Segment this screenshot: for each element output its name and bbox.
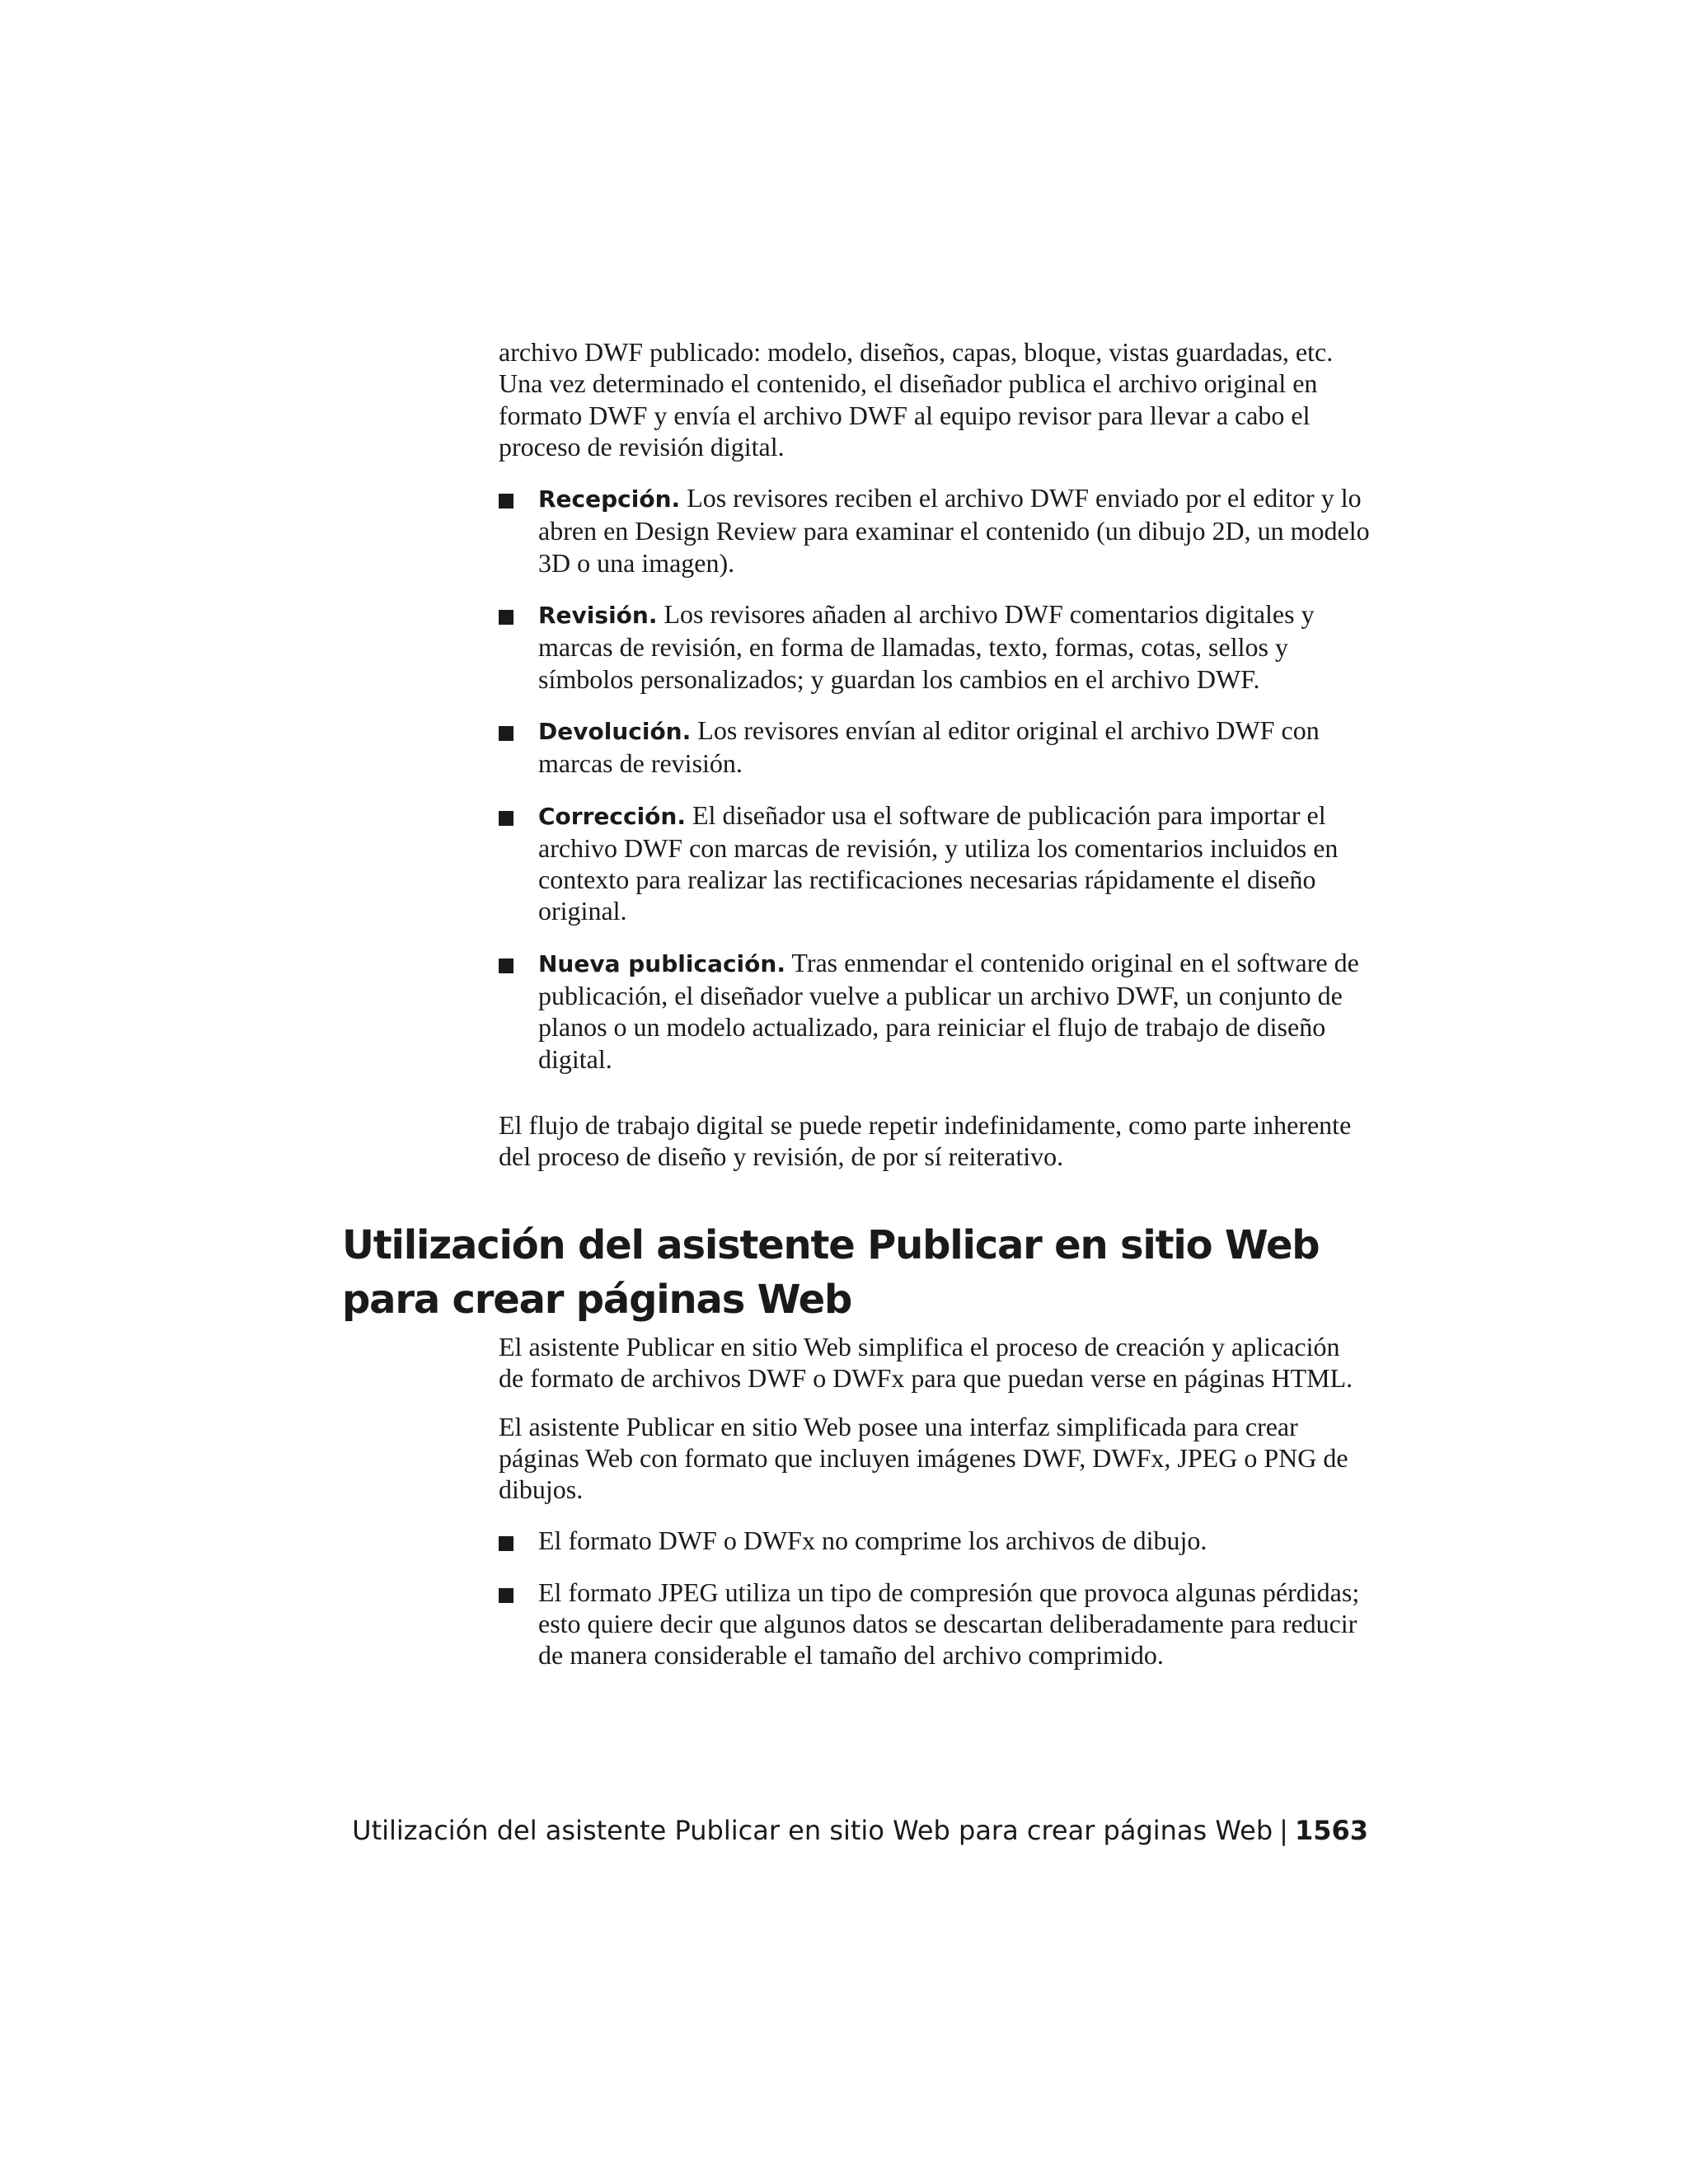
intro-block <box>499 336 1371 1173</box>
format-item-text: El formato JPEG utiliza un tipo de compresión que provoca algunas pérdidas; esto quiere decir que algunos datos se descartan deliberadamente para reducir de manera considerable el tamaño del archivo comprimido. <box>538 1577 1360 1671</box>
section-paragraph-1: El asistente Publicar en sitio Web simplifica el proceso de creación y aplicación de formato de archivos DWF o DWFx para que puedan verse en páginas HTML. <box>499 1332 1353 1394</box>
bullet-square-icon <box>499 610 513 625</box>
bullet-square-icon <box>499 494 513 509</box>
list-item <box>499 598 1371 695</box>
step-term: Revisión. <box>538 602 658 630</box>
bullet-square-icon <box>499 726 513 741</box>
bullet-square-icon <box>499 1588 513 1603</box>
format-list <box>499 1525 1371 1671</box>
list-item <box>499 482 1371 579</box>
page-footer <box>352 1815 1368 1846</box>
footer-separator: | <box>1279 1815 1288 1846</box>
list-item <box>499 715 1371 780</box>
list-item <box>499 947 1371 1075</box>
step-term: Recepción. <box>538 485 681 513</box>
step-text: Los revisores añaden al archivo DWF comentarios digitales y marcas de revisión, en forma de llamadas, texto, formas, cotas, sellos y símbolos personalizados; y guardan los cambios en el archivo DWF. <box>538 599 1315 694</box>
format-item-text: El formato DWF o DWFx no comprime los archivos de dibujo. <box>538 1526 1207 1556</box>
section-heading: Utilización del asistente Publicar en sitio Web para crear páginas Web <box>342 1222 1320 1323</box>
page-number: 1563 <box>1294 1815 1368 1846</box>
bullet-square-icon <box>499 1536 513 1551</box>
closing-paragraph: El flujo de trabajo digital se puede repetir indefinidamente, como parte inherente del proceso de diseño y revisión, de por sí reiterativo. <box>499 1109 1352 1172</box>
step-term: Nueva publicación. <box>538 949 785 977</box>
list-item <box>499 799 1371 927</box>
list-item <box>499 1525 1371 1556</box>
section-body <box>499 1331 1371 1691</box>
step-text: Los revisores reciben el archivo DWF enviado por el editor y lo abren en Design Review para examinar el contenido (un dibujo 2D, un modelo 3D o una imagen). <box>538 483 1370 578</box>
list-item <box>499 1577 1371 1671</box>
step-term: Devolución. <box>538 717 692 745</box>
intro-paragraph: archivo DWF publicado: modelo, diseños, capas, bloque, vistas guardadas, etc. Una vez determinado el contenido, el diseñador publica el archivo original en formato DWF y envía el archivo DWF al equipo revisor para llevar a cabo el proceso de revisión digital. <box>499 337 1334 462</box>
footer-title: Utilización del asistente Publicar en sitio Web para crear páginas Web <box>352 1815 1273 1846</box>
section-paragraph-2: El asistente Publicar en sitio Web posee una interfaz simplificada para crear páginas Web con formato que incluyen imágenes DWF, DWFx, JPEG o PNG de dibujos. <box>499 1411 1348 1505</box>
bullet-square-icon <box>499 958 513 973</box>
step-term: Corrección. <box>538 802 686 830</box>
step-text: El diseñador usa el software de publicación para importar el archivo DWF con marcas de revisión, y utiliza los comentarios incluidos en contexto para realizar las rectificaciones necesarias rápidamente el diseño original. <box>538 799 1339 926</box>
workflow-steps-list <box>499 482 1371 1075</box>
step-text: Los revisores envían al editor original el archivo DWF con marcas de revisión. <box>538 715 1320 779</box>
step-text: Tras enmendar el contenido original en el software de publicación, el diseñador vuelve a publicar un archivo DWF, un conjunto de planos o un modelo actualizado, para reiniciar el flujo de trabajo de diseño digital. <box>538 947 1359 1074</box>
bullet-square-icon <box>499 811 513 826</box>
